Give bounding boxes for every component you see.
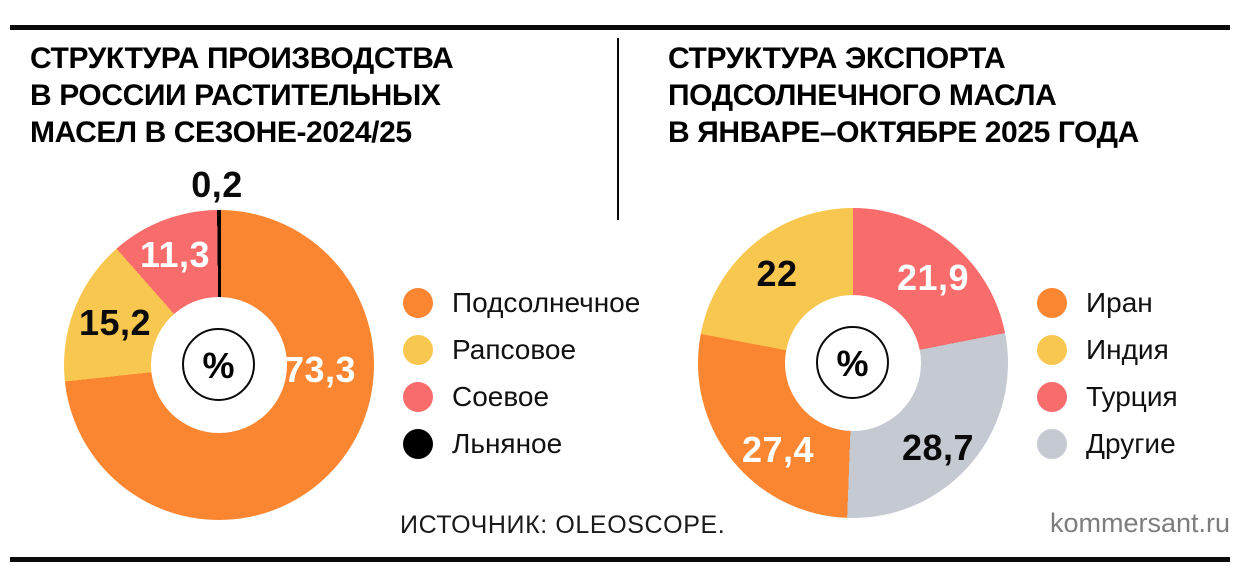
source-label: ИСТОЧНИК: OLEOSCOPE. [400, 511, 726, 539]
legend-item-turkey [1037, 373, 1178, 420]
legend-label-sunflower: Подсолнечное [452, 286, 641, 318]
left-legend [403, 279, 640, 467]
right-title-line3: В ЯНВАРЕ–ОКТЯБРЕ 2025 ГОДА [668, 116, 1139, 149]
legend-label-india: Индия [1086, 333, 1169, 365]
value-soy: 11,3 [139, 234, 211, 275]
value-iran: 27,4 [741, 429, 815, 470]
legend-label-others: Другие [1086, 427, 1176, 459]
legend-label-flax: Льняное [452, 427, 563, 459]
left-title-line1: СТРУКТУРА ПРОИЗВОДСТВА [30, 42, 454, 75]
percent-symbol: % [836, 342, 869, 384]
legend-item-flax [403, 420, 640, 467]
legend-item-sunflower [403, 279, 640, 326]
left-title-line3: МАСЕЛ В СЕЗОНЕ-2024/25 [30, 116, 412, 149]
legend-item-others [1037, 420, 1178, 467]
export-donut-chart [698, 208, 1008, 518]
right-legend [1037, 279, 1178, 467]
value-others: 28,7 [901, 427, 975, 468]
legend-item-iran [1037, 279, 1178, 326]
value-india: 22 [756, 253, 798, 294]
legend-label-iran: Иран [1086, 286, 1153, 318]
soy-color-dot-icon [403, 382, 433, 412]
value-sunflower: 73,3 [283, 349, 357, 390]
percent-badge [182, 328, 255, 401]
value-turkey: 21,9 [896, 257, 970, 298]
right-chart-title [668, 40, 1139, 151]
iran-color-dot-icon [1037, 288, 1067, 318]
turkey-color-dot-icon [1037, 382, 1067, 412]
flax-slice-line [218, 210, 221, 298]
left-title-line2: В РОССИИ РАСТИТЕЛЬНЫХ [30, 79, 441, 112]
right-title-line2: ПОДСОЛНЕЧНОГО МАСЛА [668, 79, 1057, 112]
sunflower-color-dot-icon [403, 288, 433, 318]
legend-item-india [1037, 326, 1178, 373]
flax-color-dot-icon [403, 429, 433, 459]
top-rule [10, 25, 1230, 30]
legend-item-soy [403, 373, 640, 420]
right-title-line1: СТРУКТУРА ЭКСПОРТА [668, 42, 1006, 75]
kommersant-link[interactable]: kommersant.ru [1050, 508, 1231, 538]
percent-symbol: % [202, 344, 235, 386]
production-donut-chart [64, 164, 374, 520]
section-divider [617, 38, 619, 220]
legend-label-soy: Соевое [452, 380, 550, 412]
legend-item-rapeseed [403, 326, 640, 373]
rapeseed-color-dot-icon [403, 335, 433, 365]
legend-label-rapeseed: Рапсовое [452, 333, 577, 365]
bottom-rule [10, 557, 1230, 562]
india-color-dot-icon [1037, 335, 1067, 365]
value-rapeseed: 15,2 [78, 302, 152, 343]
percent-badge [816, 326, 889, 399]
left-chart-title [30, 40, 453, 151]
others-color-dot-icon [1037, 429, 1067, 459]
legend-label-turkey: Турция [1086, 380, 1178, 412]
value-flax: 0,2 [191, 164, 243, 205]
